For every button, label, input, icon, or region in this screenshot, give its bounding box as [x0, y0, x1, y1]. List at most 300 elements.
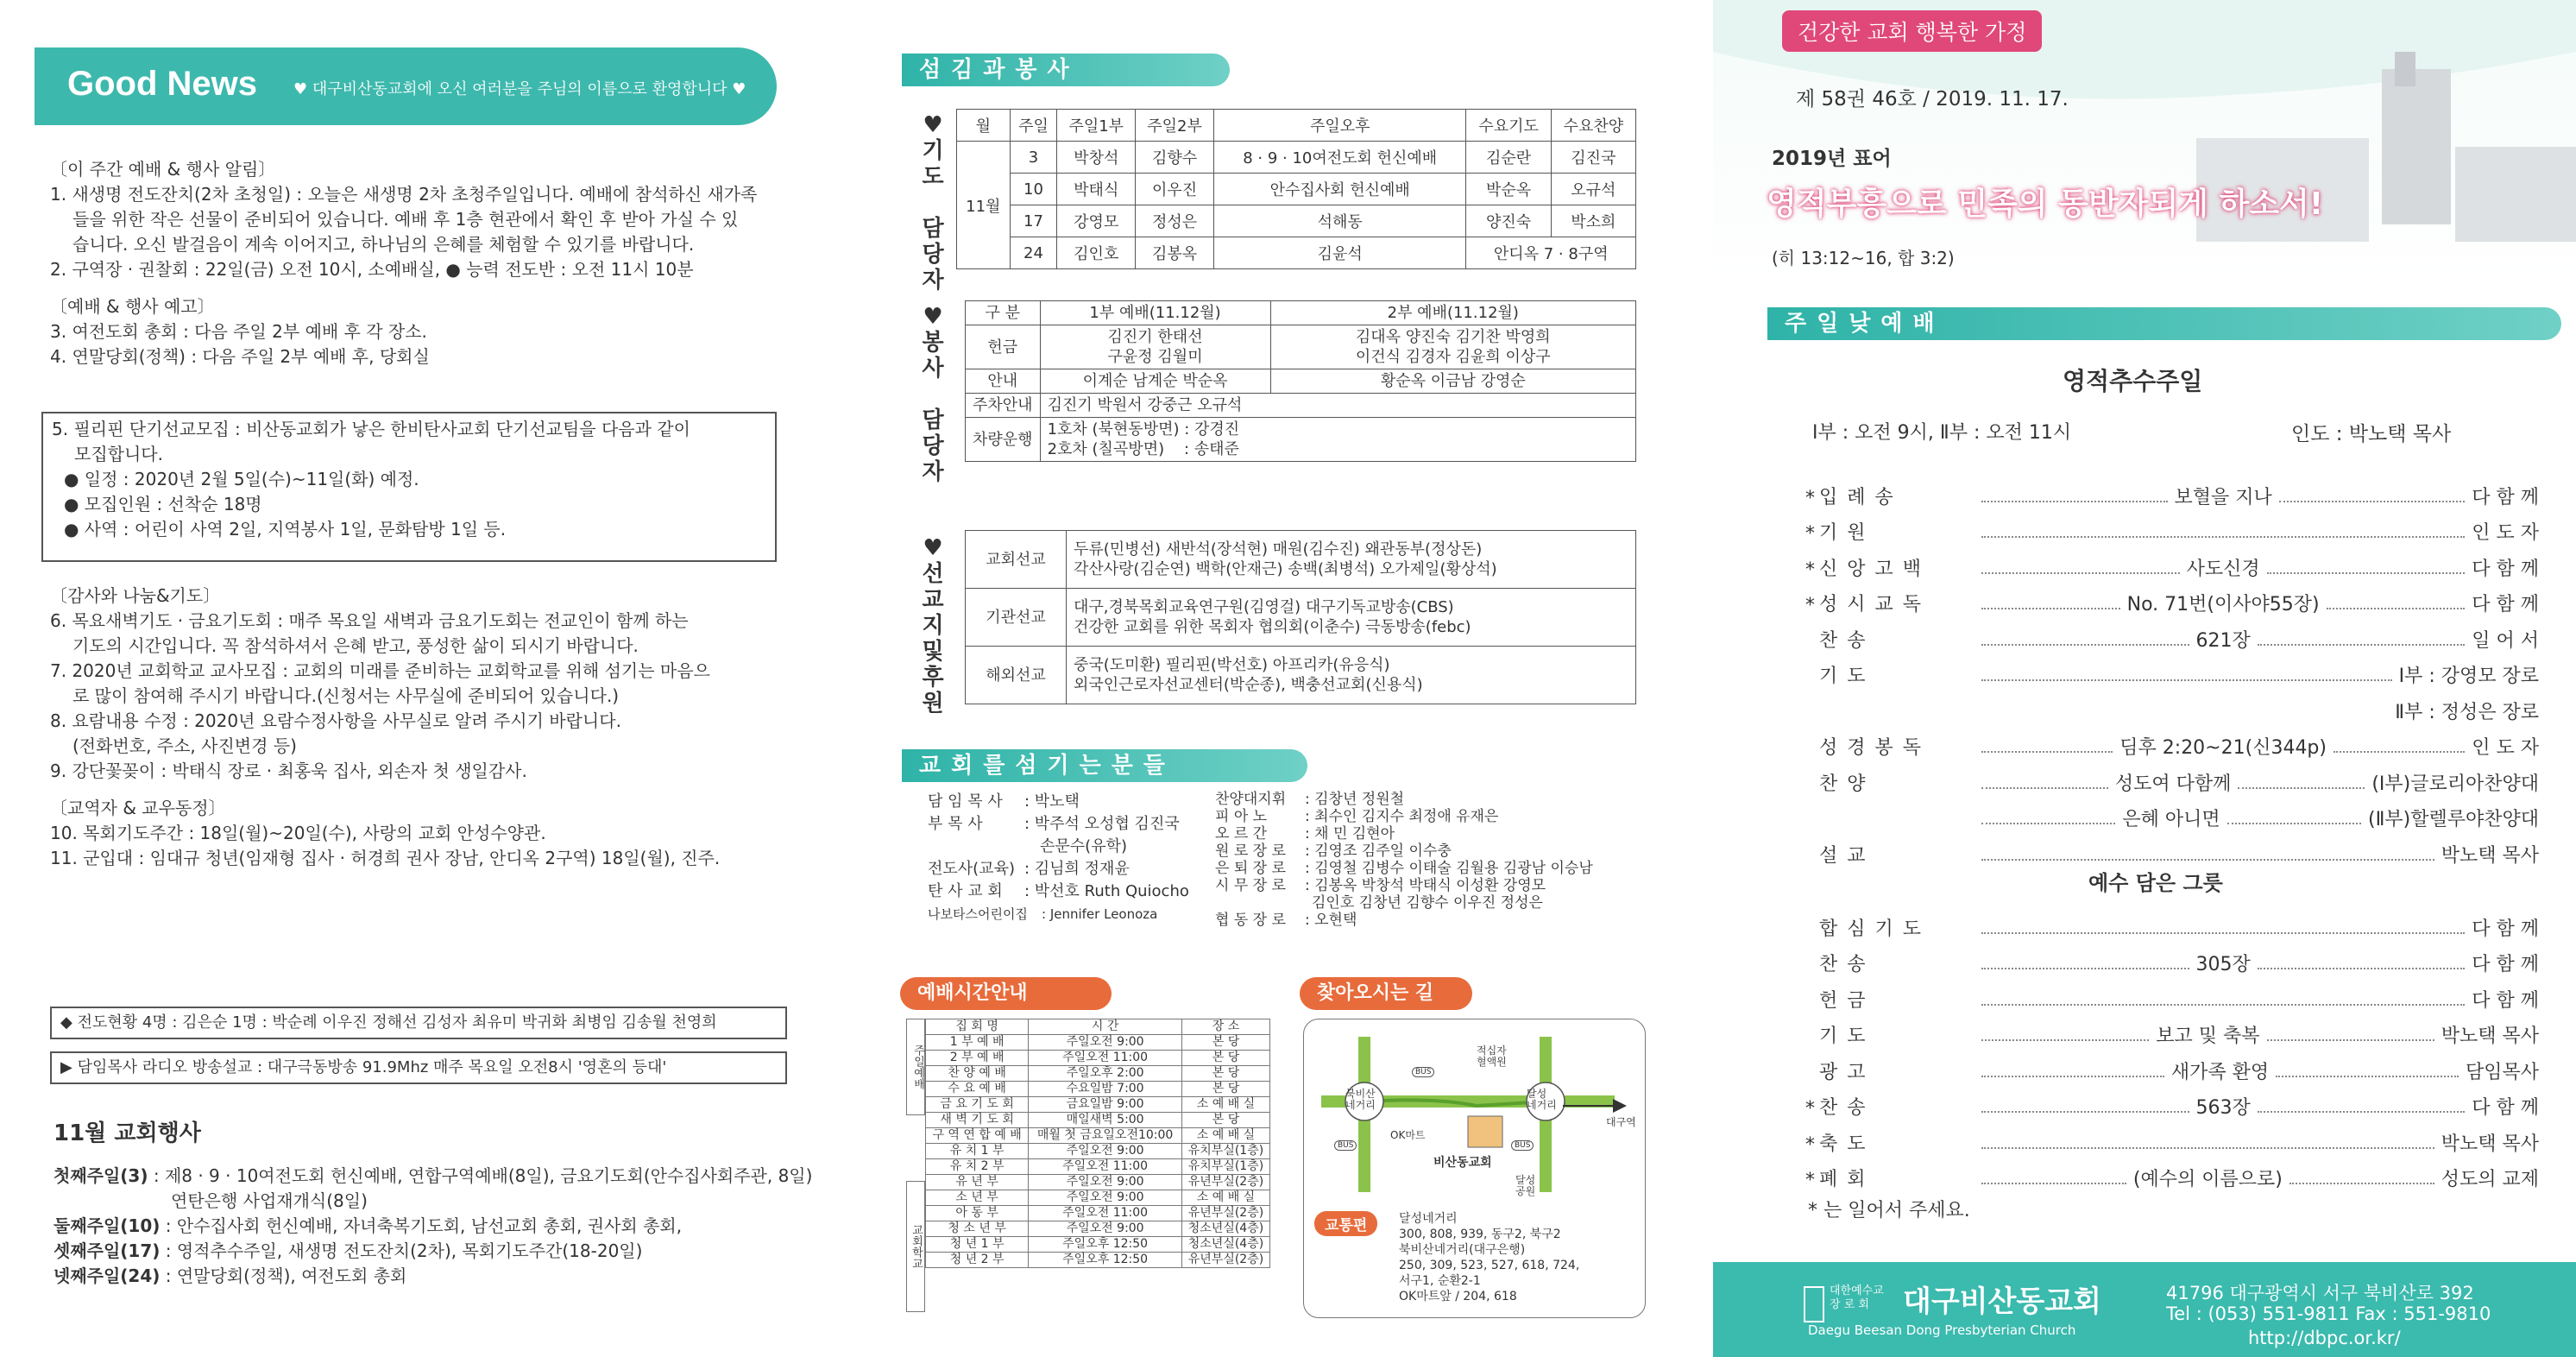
worship-time-table [925, 1019, 1270, 1268]
table-cell: 주일오전 9:00 [1029, 1144, 1182, 1159]
good-news-header [35, 47, 777, 125]
order-item: 찬 양 [1819, 773, 1867, 795]
table-header [966, 301, 1636, 325]
announcement-line: 습니다. 오신 발걸음이 계속 이어지고, 하나님의 은혜를 체험할 수 있기를 바랍니다. [72, 234, 695, 255]
leader-dots [1981, 536, 2465, 538]
transit-line: 250, 309, 523, 527, 618, 724, [1399, 1259, 1580, 1272]
announcement-line: 7. 2020년 교회학교 교사모집 : 교회의 미래를 준비하는 교회학교를 위해 섬기는 마음으 [50, 660, 710, 681]
order-leader: 다 함 께 [2472, 594, 2539, 615]
table-cell: 17 [1010, 205, 1057, 237]
table-row [966, 325, 1636, 369]
announcement-line: 8. 요람내용 수정 : 2020년 요람수정사항을 사무실로 알려 주시기 바랍니다. [50, 710, 621, 731]
order-content: 사도신경 [2186, 558, 2260, 580]
table-row [926, 1144, 1270, 1159]
table-cell: 찬 양 예 배 [926, 1066, 1029, 1082]
order-content: 성도여 다함께 [2114, 773, 2232, 795]
table-cell: 석해동 [1213, 205, 1466, 237]
prayer-duty-label: ♥ 기 도 담 당 자 [922, 112, 944, 293]
announcement-line: 3. 여전도회 총회 : 다음 주일 2부 예배 후 각 장소. [50, 321, 427, 342]
order-row [1805, 796, 2539, 832]
table-cell: 기관선교 [966, 589, 1067, 647]
table-header [926, 1019, 1270, 1035]
staff-role: 오 르 간 [1215, 825, 1268, 843]
table-cell: 매일새벽 5:00 [1029, 1113, 1182, 1128]
table-cell: 시 간 [1029, 1019, 1182, 1035]
table-row [926, 1190, 1270, 1206]
order-content: 보혈을 지나 [2174, 486, 2272, 508]
transit-line: OK마트앞 / 204, 618 [1399, 1290, 1517, 1303]
staff-names: : Jennifer Leonoza [1042, 906, 1158, 922]
staff-row [1215, 894, 1593, 912]
section-title: 〔예배 & 행사 예고〕 [50, 296, 215, 317]
table-cell: 수요찬양 [1551, 110, 1635, 142]
table-cell: 유 년 부 [926, 1175, 1029, 1190]
event-row [54, 1189, 812, 1214]
order-star: * [1805, 1133, 1815, 1156]
leader-dots [1981, 859, 2434, 861]
table-row [966, 647, 1636, 704]
order-star: * [1805, 487, 1815, 509]
table-row [926, 1051, 1270, 1066]
good-news-title: Good News [67, 65, 258, 103]
staff-role: 탄 사 교 회 [928, 882, 1003, 900]
table-cell: 안디옥 7 · 8구역 [1466, 237, 1636, 269]
table-cell: 안수집사회 헌신예배 [1213, 174, 1466, 205]
announcement-line: 6. 목요새벽기도 · 금요기도회 : 매주 목요일 새벽과 금요기도회는 전교인이 함께 하는 [50, 610, 689, 631]
announcement-line: 기도의 시간입니다. 꼭 참석하셔서 은혜 받고, 풍성한 삶이 되시기 바랍니다. [72, 635, 639, 656]
table-cell: 주일오전 9:00 [1029, 1221, 1182, 1237]
staff-row [928, 813, 1189, 836]
stand-note: * 는 일어서 주세요. [1808, 1200, 1970, 1221]
staff-role: 원 로 장 로 [1215, 843, 1286, 860]
order-row [1805, 905, 2539, 941]
order-row [1805, 545, 2539, 581]
transit-label: 교통편 [1314, 1211, 1377, 1236]
table-cell: 수요기도 [1466, 110, 1551, 142]
staff-list-left [928, 791, 1189, 925]
order-item: 성 경 봉 독 [1819, 737, 1923, 759]
event-text: : 안수집사회 헌신예배, 자녀축복기도회, 남선교회 총회, 권사회 총회, [165, 1215, 683, 1236]
thanks-prayer-section [50, 584, 720, 871]
announcement-line: 로 많이 참여해 주시기 바랍니다.(신청서는 사무실에 준비되어 있습니다.) [72, 685, 620, 706]
staff-row [1215, 877, 1593, 894]
table-cell: 주일오전 11:00 [1029, 1051, 1182, 1066]
event-text: : 연말당회(정책), 여전도회 총회 [165, 1265, 407, 1286]
order-row [1805, 760, 2539, 796]
section-title: 〔감사와 나눔&기도〕 [50, 585, 221, 606]
table-row [926, 1237, 1270, 1253]
event-text: : 영적추수주일, 새생명 전도잔치(2차), 목회기도주간(18-20일) [165, 1240, 643, 1261]
table-cell: 김향수 [1136, 142, 1214, 174]
church-phone: Tel : (053) 551-9811 Fax : 551-9810 [2166, 1303, 2491, 1324]
table-row [926, 1035, 1270, 1051]
staff-names: : 박노택 [1024, 792, 1080, 811]
table-cell: 주일1부 [1057, 110, 1136, 142]
service-times: Ⅰ부 : 오전 9시, Ⅱ부 : 오전 11시 [1812, 422, 2072, 444]
table-cell: 본 당 [1181, 1066, 1269, 1082]
order-row [1805, 1156, 2539, 1192]
leader-dots [1981, 644, 2189, 646]
table-cell: 매월 첫 금요일오전10:00 [1029, 1128, 1182, 1144]
staff-names: : 김영조 김주일 이수충 [1305, 843, 1452, 860]
table-cell: 안내 [966, 369, 1041, 394]
order-item: 합 심 기 도 [1819, 918, 1923, 940]
order-leader: 다 함 께 [2472, 989, 2539, 1012]
evangelism-status: ◆ 전도현황 4명 : 김은순 1명 : 박순례 이우진 정해선 김성자 최유미 박귀화 최병임 김송월 천영희 [50, 1007, 787, 1039]
order-item: 폐 회 [1819, 1169, 1867, 1190]
table-cell: 교회선교 [966, 531, 1067, 589]
staff-names: : 김창년 정원철 [1305, 791, 1405, 808]
order-star: * [1805, 523, 1815, 545]
leader-dots [1981, 1183, 2126, 1184]
table-cell: 유 치 1 부 [926, 1144, 1029, 1159]
table-cell: 새 벽 기 도 회 [926, 1113, 1029, 1128]
table-row [926, 1097, 1270, 1113]
bus-icon: BUS [1511, 1140, 1534, 1151]
announcement-line: ● 모집인원 : 선착순 18명 [64, 494, 262, 514]
table-cell: 주일2부 [1136, 110, 1214, 142]
prayer-duty-table [956, 109, 1636, 269]
transit-info [1399, 1211, 1579, 1304]
announcement-line: 11. 군입대 : 임대규 청년(임재형 집사 · 허경희 권사 장남, 안디옥 2구역) 18일(월), 진주. [50, 848, 721, 868]
staff-row [928, 858, 1189, 880]
table-row [926, 1113, 1270, 1128]
staff-names: : 김영철 김병수 이태술 김월용 김광남 이승남 [1305, 860, 1593, 877]
order-row [1805, 976, 2539, 1013]
leader-dots [1981, 679, 2392, 681]
table-cell: 유년부실(2층) [1181, 1175, 1269, 1190]
table-cell: 본 당 [1181, 1051, 1269, 1066]
order-item: 설 교 [1819, 844, 1867, 867]
order-item: 헌 금 [1819, 989, 1867, 1012]
leader-dots [2258, 1111, 2466, 1113]
order-row [1805, 473, 2539, 509]
order-star: * [1805, 1170, 1815, 1191]
staff-role: 담 임 목 사 [928, 792, 1003, 811]
table-row [926, 1221, 1270, 1237]
leader-dots [2276, 1076, 2459, 1077]
order-content: 621장 [2195, 629, 2251, 652]
staff-row [1215, 912, 1593, 929]
announcement-line: 10. 목회기도주간 : 18일(월)~20일(수), 사랑의 교회 안성수양관. [50, 823, 546, 843]
staff-row [928, 791, 1189, 813]
table-row [926, 1128, 1270, 1144]
table-cell: 구 분 [966, 301, 1041, 325]
table-cell: 김진기 한태선 구윤정 김월미 [1040, 325, 1270, 369]
bus-icon: BUS [1334, 1140, 1357, 1151]
table-cell: 소 년 부 [926, 1190, 1029, 1206]
table-cell: 주일 [1010, 110, 1057, 142]
table-cell: 1 부 예 배 [926, 1035, 1029, 1051]
church-website[interactable]: http://dbpc.or.kr/ [2248, 1328, 2401, 1348]
year-motto-label: 2019년 표어 [1772, 148, 1892, 170]
order-item: 신 앙 고 백 [1819, 558, 1923, 580]
order-leader: 다 함 께 [2472, 558, 2540, 580]
leader-dots [2327, 608, 2466, 609]
announcement-line: 모집합니다. [74, 444, 163, 464]
announcement-line: 9. 강단꽃꽂이 : 박태식 장로 · 최홍욱 집사, 외손자 첫 생일감사. [50, 761, 527, 781]
order-content: No. 71번(이사야55장) [2126, 594, 2320, 615]
table-cell: 2 부 예 배 [926, 1051, 1029, 1066]
table-cell: 본 당 [1181, 1035, 1269, 1051]
table-cell: 청 년 2 부 [926, 1253, 1029, 1268]
leader-dots [2279, 501, 2466, 502]
order-row [1805, 831, 2539, 868]
worship-leader: 인도 : 박노택 목사 [2291, 423, 2452, 445]
table-cell: 김진기 박원서 강중근 오규석 [1040, 394, 1635, 418]
order-item: 찬 송 [1819, 1097, 1867, 1119]
table-cell: 청 년 1 부 [926, 1237, 1029, 1253]
footer-bar [1713, 1262, 2576, 1357]
table-cell: 주차안내 [966, 394, 1041, 418]
welcome-text: ♥ 대구비산동교회에 오신 여러분을 주님의 이름으로 환영합니다 ♥ [293, 80, 746, 98]
table-row [966, 394, 1636, 418]
table-cell: 주일오전 9:00 [1029, 1035, 1182, 1051]
leader-dots [1981, 608, 2120, 609]
map-label-redcross: 적십자 혈액원 [1477, 1045, 1507, 1068]
leader-dots [2334, 751, 2465, 753]
table-cell: 주일오전 11:00 [1029, 1206, 1182, 1221]
year-motto: 영적부흥으로 민족의 동반자되게 하소서! [1767, 186, 2324, 222]
map-label-okmart: OK마트 [1390, 1129, 1426, 1141]
mission-support-label: ♥ 선 교 지 및 후 원 [922, 535, 944, 716]
order-leader: 담임목사 [2465, 1061, 2539, 1083]
table-cell: 김순란 [1466, 142, 1551, 174]
order-row [1805, 688, 2539, 724]
staff-row [928, 836, 1189, 858]
order-row [1805, 616, 2539, 653]
table-cell: 유치부실(1층) [1181, 1159, 1269, 1175]
order-leader: 박노택 목사 [2441, 1133, 2539, 1155]
table-cell: 주일오후 [1213, 110, 1466, 142]
order-row [1805, 581, 2539, 617]
denomination: 대한예수교 장 로 회 [1830, 1284, 1884, 1311]
order-content: (예수의 이름으로) [2132, 1169, 2283, 1190]
table-cell: 24 [1010, 237, 1057, 269]
sunday-worship-header: 주일낮예배 [1767, 307, 2561, 340]
november-events-list [54, 1164, 812, 1289]
table-cell: 본 당 [1181, 1113, 1269, 1128]
table-cell: 유치부실(1층) [1181, 1144, 1269, 1159]
event-week: 둘째주일(10) [54, 1215, 161, 1236]
order-content: 딤후 2:20~21(신344p) [2119, 737, 2327, 759]
order-item: 입 례 송 [1819, 486, 1895, 508]
service-duty-label: ♥ 봉 사 담 당 자 [922, 304, 944, 485]
staff-row [1215, 860, 1593, 877]
table-cell: 금 요 기 도 회 [926, 1097, 1029, 1113]
announcement-line: ● 사역 : 어린이 사역 2일, 지역봉사 1일, 문화탐방 1일 등. [64, 519, 507, 540]
table-cell: 유년부실(2층) [1181, 1206, 1269, 1221]
bus-icon: BUS [1412, 1067, 1434, 1077]
order-leader: 인 도 자 [2472, 522, 2539, 544]
table-header [957, 110, 1636, 142]
staff-row [928, 880, 1189, 903]
table-cell: 월 [957, 110, 1011, 142]
order-leader: 다 함 께 [2472, 486, 2540, 508]
order-row [1805, 941, 2539, 977]
order-row [1805, 1120, 2539, 1156]
table-cell: 김인호 [1057, 237, 1136, 269]
staff-role: 나보타스어린이집 [928, 906, 1028, 922]
issue-number: 제 58권 46호 / 2019. 11. 17. [1796, 88, 2069, 110]
table-row [926, 1066, 1270, 1082]
order-leader: (Ⅱ부)할렐루야찬양대 [2367, 809, 2539, 830]
table-cell: 박태식 [1057, 174, 1136, 205]
staff-names: : 오현택 [1305, 912, 1357, 929]
order-leader: 인 도 자 [2472, 737, 2540, 759]
announcement-line: (전화번호, 주소, 사진변경 등) [72, 735, 297, 756]
motto-reference: (히 13:12~16, 합 3:2) [1772, 248, 1955, 268]
table-cell: 김윤석 [1213, 237, 1466, 269]
staff-names: 손문수(유학) [1040, 837, 1127, 855]
leader-dots [1981, 501, 2168, 502]
order-item: 성 시 교 독 [1819, 594, 1923, 615]
order-leader: 일 어 서 [2472, 629, 2539, 652]
leader-dots [2227, 823, 2361, 824]
church-address: 41796 대구광역시 서구 북비산로 392 [2166, 1283, 2474, 1303]
leader-dots [2258, 644, 2466, 646]
table-row [926, 1206, 1270, 1221]
order-row [1805, 653, 2539, 689]
sermon-title: 예수 담은 그릇 [2088, 871, 2223, 895]
table-cell: 주일오전 9:00 [1029, 1190, 1182, 1206]
staff-names: : 김봉옥 박창석 박태식 이성환 강영모 [1305, 877, 1546, 894]
table-row [926, 1253, 1270, 1268]
table-cell: 대구,경북목회교육연구원(김영걸) 대구기독교방송(CBS) 건강한 교회를 위한 목회자 협의회(이춘수) 극동방송(febc) [1067, 589, 1636, 647]
map-label-bukbisan: 북비산 네거리 [1345, 1088, 1376, 1111]
table-row [966, 369, 1636, 394]
staff-role: 시 무 장 로 [1215, 877, 1286, 894]
table-cell: 아 동 부 [926, 1206, 1029, 1221]
table-cell: 주일오전 11:00 [1029, 1159, 1182, 1175]
leader-dots [2267, 572, 2466, 574]
table-cell: 1호차 (북현동방면) : 강경진 2호차 (칠곡방면) : 송태준 [1040, 418, 1635, 462]
slogan-badge: 건강한 교회 행복한 가정 [1782, 10, 2042, 52]
leader-dots [1981, 932, 2465, 934]
table-cell: 두류(민병선) 새반석(장석현) 매원(김수진) 왜관동부(정상돈) 각산사랑(김순연) 백학(안재근) 송백(최병석) 오가제일(황상석) [1067, 531, 1636, 589]
transit-line: 달성네거리 [1399, 1212, 1458, 1226]
order-item: 기 도 [1819, 666, 1867, 687]
sunday-name: 영적추수주일 [2063, 367, 2203, 395]
table-cell: 중국(도미환) 필리핀(박선호) 아프리카(유응식) 외국인근로자선교센터(박순종), 백충선교회(신용식) [1067, 647, 1636, 704]
staff-names: 김인호 김창년 김향수 이우진 정성은 [1312, 894, 1543, 912]
order-content: 은혜 아니면 [2122, 809, 2220, 830]
weekly-announcements [50, 157, 757, 369]
event-text: : 제8 · 9 · 10여전도회 헌신예배, 연합구역예배(8일), 금요기도회(안수집사회주관, 8일) [153, 1165, 813, 1186]
announcement-line: ● 일정 : 2020년 2월 5일(수)~11일(화) 예정. [64, 469, 419, 489]
worship-side-label-sunday: 주일예배 [906, 1019, 925, 1115]
table-cell: 8 · 9 · 10여전도회 헌신예배 [1213, 142, 1466, 174]
order-leader: (Ⅰ부)글로리아찬양대 [2371, 773, 2539, 795]
leader-dots [1981, 1111, 2189, 1113]
event-week: 넷째주일(24) [54, 1265, 161, 1286]
table-cell: 청소년실(4층) [1181, 1237, 1269, 1253]
table-cell: 1부 예배(11.12월) [1040, 301, 1270, 325]
table-cell: 유 치 2 부 [926, 1159, 1029, 1175]
staff-names: : 최수인 김지수 최정애 유재은 [1305, 808, 1499, 825]
staff-list-right [1215, 791, 1593, 929]
directions-map [1303, 1019, 1646, 1318]
table-cell: 헌금 [966, 325, 1041, 369]
table-cell: 주일오후 12:50 [1029, 1237, 1182, 1253]
table-cell: 주일오후 2:00 [1029, 1066, 1182, 1082]
staff-row [1215, 808, 1593, 825]
staff-names: : 박주석 오성협 김진국 [1024, 815, 1180, 833]
order-leader: 다 함 께 [2472, 918, 2539, 940]
order-row [1805, 1048, 2539, 1084]
serve-section-header: 섬김과봉사 [902, 54, 1230, 86]
missions-recruit-box [41, 412, 777, 562]
table-cell: 정성은 [1136, 205, 1214, 237]
transit-line: 서구1, 순환2-1 [1399, 1274, 1481, 1288]
table-cell: 주일오전 9:00 [1029, 1175, 1182, 1190]
order-star: * [1805, 595, 1815, 616]
table-cell: 소 예 배 실 [1181, 1097, 1269, 1113]
order-star: * [1805, 1098, 1815, 1120]
leader-dots [1981, 1004, 2465, 1006]
event-row [54, 1164, 812, 1189]
announcement-line: 4. 연말당회(정책) : 다음 주일 2부 예배 후, 당회실 [50, 346, 430, 367]
announcement-line: 1. 새생명 전도잔치(2차 초청일) : 오늘은 새생명 2차 초청주일입니다. 예배에 참석하신 새가족 [50, 184, 758, 205]
staff-role: 은 퇴 장 로 [1215, 860, 1286, 877]
staff-role: 협 동 장 로 [1215, 912, 1286, 929]
worship-guide-header: 예배시간안내 [900, 977, 1112, 1010]
table-cell: 소 예 배 실 [1181, 1190, 1269, 1206]
event-week: 셋째주일(17) [54, 1240, 161, 1261]
leader-dots [1981, 1076, 2164, 1077]
table-row [957, 237, 1636, 269]
order-of-worship [1805, 473, 2539, 868]
table-cell: 차량운행 [966, 418, 1041, 462]
leader-dots [1981, 823, 2115, 824]
leader-dots [1981, 751, 2113, 753]
table-cell: 해외선교 [966, 647, 1067, 704]
map-header: 찾아오시는 길 [1300, 977, 1472, 1010]
table-row [966, 531, 1636, 589]
order-item: 찬 송 [1819, 954, 1867, 975]
table-cell: 황순옥 이금남 강영순 [1270, 369, 1635, 394]
staff-role: 찬양대지휘 [1215, 791, 1287, 808]
radio-broadcast: ▶ 담임목사 라디오 방송설교 : 대구극동방송 91.9Mhz 매주 목요일 오전8시 '영혼의 등대' [50, 1051, 787, 1084]
order-item: 광 고 [1819, 1061, 1867, 1083]
event-row [54, 1239, 812, 1264]
table-row [926, 1159, 1270, 1175]
table-row [957, 174, 1636, 205]
table-cell: 청 소 년 부 [926, 1221, 1029, 1237]
church-name-en: Daegu Beesan Dong Presbyterian Church [1808, 1322, 2076, 1338]
leader-dots [1981, 1039, 2149, 1041]
leader-dots [1981, 787, 2108, 789]
order-content: 새가족 환영 [2170, 1061, 2270, 1083]
order-leader: 박노택 목사 [2441, 844, 2539, 867]
table-cell: 수요일밤 7:00 [1029, 1082, 1182, 1097]
table-cell: 유년부실(2층) [1181, 1253, 1269, 1268]
order-row [1805, 1084, 2539, 1120]
order-leader: 다 함 께 [2472, 954, 2539, 975]
mission-support-table [965, 530, 1636, 704]
table-cell: 양진숙 [1466, 205, 1551, 237]
cover-banner [1713, 0, 2576, 285]
table-cell: 이계순 남계순 박순옥 [1040, 369, 1270, 394]
leader-dots [2258, 968, 2466, 969]
table-cell: 본 당 [1181, 1082, 1269, 1097]
table-row [966, 418, 1636, 462]
table-cell: 3 [1010, 142, 1057, 174]
staff-role: 부 목 사 [928, 815, 983, 833]
table-cell: 김대옥 양진숙 김기찬 박영희 이건식 김경자 김윤희 이상구 [1270, 325, 1635, 369]
staff-row [928, 903, 1189, 925]
table-cell: 구 역 연 합 예 배 [926, 1128, 1029, 1144]
